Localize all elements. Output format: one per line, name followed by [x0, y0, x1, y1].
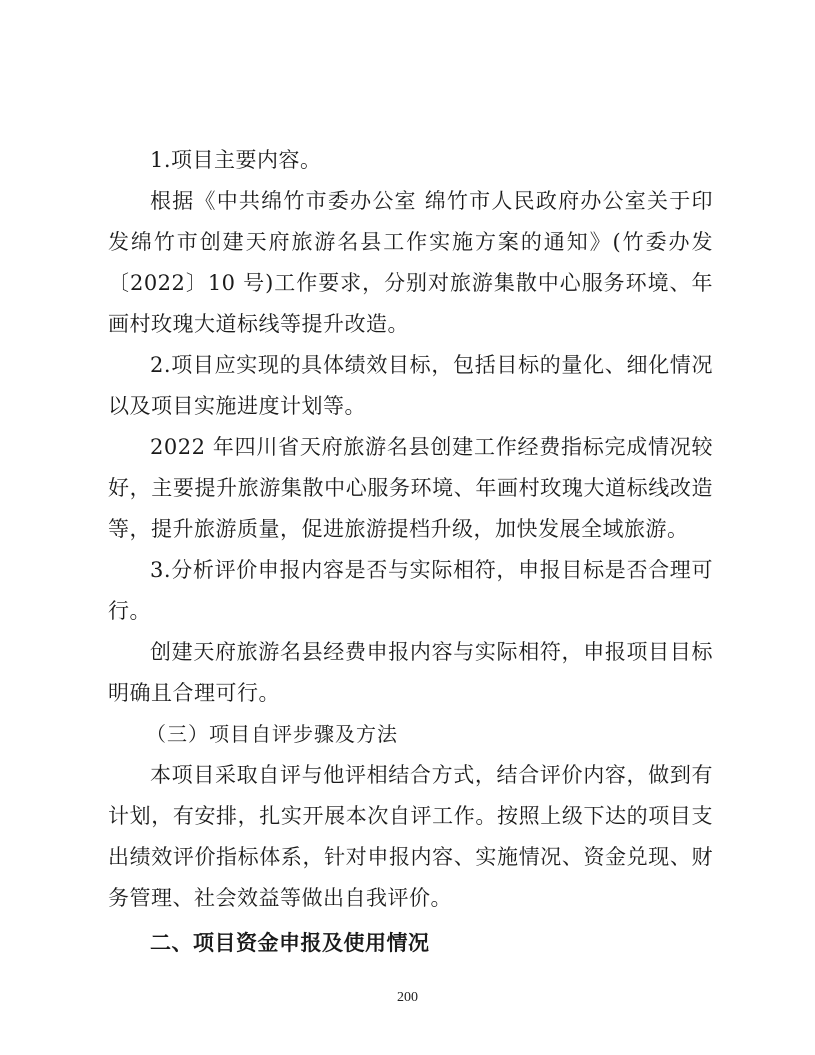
paragraph-analysis-title: 3.分析评价申报内容是否与实际相符，申报目标是否合理可行。: [108, 558, 713, 623]
paragraph-basis: 根据《中共绵竹市委办公室 绵竹市人民政府办公室关于印发绵竹市创建天府旅游名县工作实施方案的通知》(竹委办发〔2022〕10 号)工作要求，分别对旅游集散中心服务环境、年画村玫瑰大道标线等提升改造。: [108, 189, 713, 336]
document-body: [108, 140, 713, 965]
paragraph-self-evaluation: 本项目采取自评与他评相结合方式，结合评价内容，做到有计划，有安排，扎实开展本次自评工作。按照上级下达的项目支出绩效评价指标体系，针对申报内容、实施情况、资金兑现、财务管理、社会效益等做出自我评价。: [108, 763, 713, 910]
section-heading-funding: 二、项目资金申报及使用情况: [150, 931, 430, 955]
paragraph-main-content-title: 1.项目主要内容。: [150, 148, 322, 172]
paragraph-goals-title: 2.项目应实现的具体绩效目标，包括目标的量化、细化情况以及项目实施进度计划等。: [108, 353, 713, 418]
paragraph-analysis-detail: 创建天府旅游名县经费申报内容与实际相符，申报项目目标明确且合理可行。: [108, 640, 713, 705]
page-number: 200: [397, 990, 418, 1005]
paragraph-goals-detail: 2022 年四川省天府旅游名县创建工作经费指标完成情况较好，主要提升旅游集散中心服务环境、年画村玫瑰大道标线改造等，提升旅游质量，促进旅游提档升级，加快发展全域旅游。: [108, 435, 713, 541]
subheading-self-evaluation-steps: （三）项目自评步骤及方法: [146, 722, 398, 746]
